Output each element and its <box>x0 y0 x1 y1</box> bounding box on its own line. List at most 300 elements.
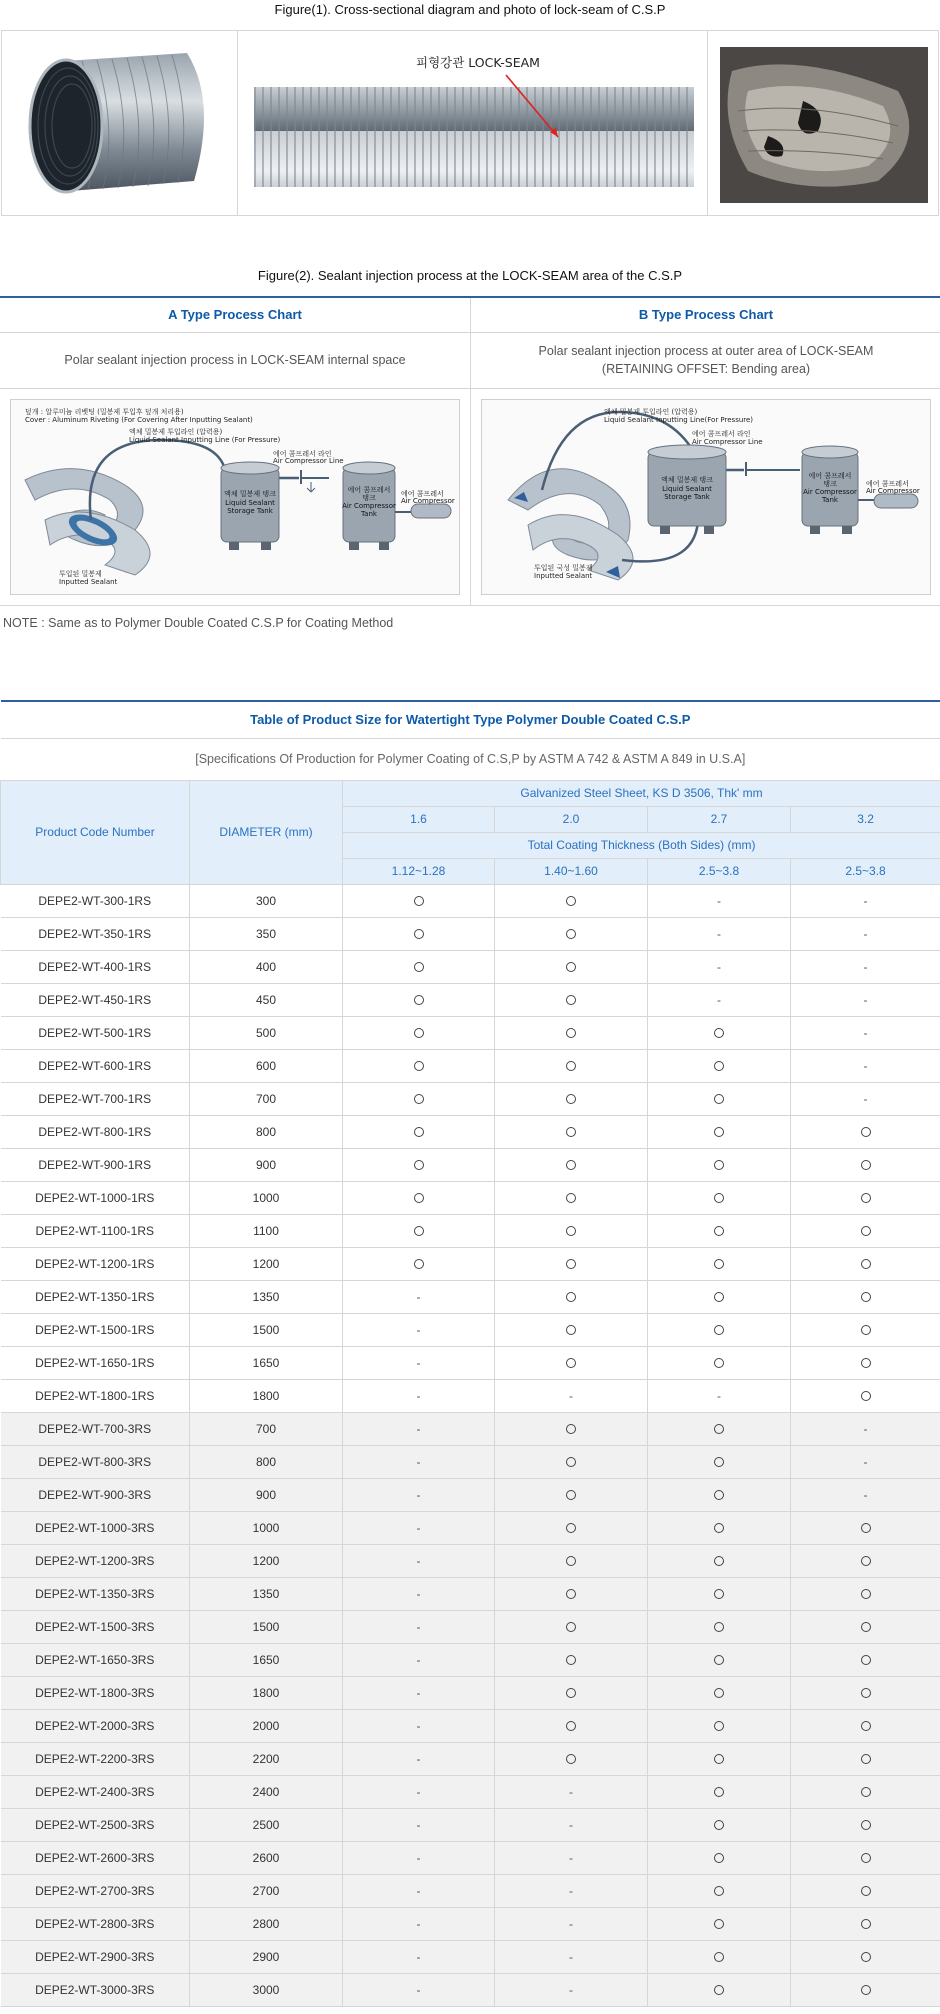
product-code: DEPE2-WT-2400-3RS <box>1 1775 190 1808</box>
dash-mark: - <box>416 1322 421 1337</box>
product-code: DEPE2-WT-350-1RS <box>1 917 190 950</box>
available-mark <box>648 1346 791 1379</box>
product-code: DEPE2-WT-1200-3RS <box>1 1544 190 1577</box>
table-row <box>1 1709 940 1742</box>
available-mark <box>343 950 495 983</box>
dash-mark: - <box>416 1289 421 1304</box>
circle-icon <box>861 1556 871 1566</box>
product-code: DEPE2-WT-1500-3RS <box>1 1610 190 1643</box>
product-code: DEPE2-WT-1800-1RS <box>1 1379 190 1412</box>
available-mark <box>648 1115 791 1148</box>
thickness-header: 2.7 <box>648 806 791 832</box>
available-mark <box>495 950 648 983</box>
available-mark <box>648 1511 791 1544</box>
dash-mark: - <box>416 1949 421 1964</box>
available-mark <box>791 1577 940 1610</box>
a-tank-kr: 액체 밀봉제 탱크 <box>224 489 276 498</box>
product-code: DEPE2-WT-900-3RS <box>1 1478 190 1511</box>
table-row <box>1 1181 940 1214</box>
circle-icon <box>714 1655 724 1665</box>
available-mark <box>648 1907 791 1940</box>
b-comp-tank-en2: Tank <box>822 495 838 504</box>
available-mark <box>791 1346 940 1379</box>
circle-icon <box>714 1556 724 1566</box>
diameter-value: 1350 <box>190 1280 343 1313</box>
available-mark <box>648 1148 791 1181</box>
circle-icon <box>714 1061 724 1071</box>
available-mark <box>648 1082 791 1115</box>
available-mark <box>791 1742 940 1775</box>
table-row <box>1 1115 940 1148</box>
unavailable-mark <box>791 1049 940 1082</box>
dash-mark: - <box>416 1355 421 1370</box>
circle-icon <box>714 1952 724 1962</box>
circle-icon <box>566 1721 576 1731</box>
b-type-description <box>471 332 940 388</box>
circle-icon <box>861 1226 871 1236</box>
unavailable-mark <box>343 1445 495 1478</box>
available-mark <box>495 1214 648 1247</box>
available-mark <box>791 1841 940 1874</box>
available-mark <box>343 1148 495 1181</box>
available-mark <box>648 1445 791 1478</box>
circle-icon <box>861 1853 871 1863</box>
unavailable-mark <box>343 1280 495 1313</box>
available-mark <box>648 1214 791 1247</box>
available-mark <box>648 1808 791 1841</box>
available-mark <box>495 1313 648 1346</box>
circle-icon <box>714 1754 724 1764</box>
coating-header: 1.40~1.60 <box>495 858 648 884</box>
available-mark <box>791 1115 940 1148</box>
thickness-header: 3.2 <box>791 806 940 832</box>
available-mark <box>343 1214 495 1247</box>
product-code: DEPE2-WT-600-1RS <box>1 1049 190 1082</box>
unavailable-mark <box>343 1544 495 1577</box>
circle-icon <box>714 1820 724 1830</box>
table-row <box>1 1313 940 1346</box>
dash-mark: - <box>416 1751 421 1766</box>
diameter-value: 2000 <box>190 1709 343 1742</box>
circle-icon <box>566 1127 576 1137</box>
col-product-code: Product Code Number <box>1 780 190 884</box>
circle-icon <box>861 1292 871 1302</box>
diameter-value: 700 <box>190 1412 343 1445</box>
available-mark <box>648 1313 791 1346</box>
available-mark <box>791 1280 940 1313</box>
table-row <box>1 1478 940 1511</box>
b-air-line-en: Air Compressor Line <box>692 437 763 446</box>
table-row <box>1 983 940 1016</box>
unavailable-mark <box>495 1775 648 1808</box>
unavailable-mark <box>791 1082 940 1115</box>
thickness-header: 2.0 <box>495 806 648 832</box>
product-code: DEPE2-WT-2000-3RS <box>1 1709 190 1742</box>
circle-icon <box>861 1127 871 1137</box>
product-code: DEPE2-WT-700-1RS <box>1 1082 190 1115</box>
available-mark <box>648 1016 791 1049</box>
unavailable-mark <box>343 1808 495 1841</box>
dash-mark: - <box>416 1619 421 1634</box>
circle-icon <box>714 1589 724 1599</box>
dash-mark: - <box>863 992 868 1007</box>
b-line-en: Liquid Sealant Inputting Line(For Pressure) <box>604 415 754 424</box>
available-mark <box>791 1379 940 1412</box>
circle-icon <box>414 1259 424 1269</box>
dash-mark: - <box>416 1718 421 1733</box>
unavailable-mark <box>343 1907 495 1940</box>
diameter-value: 1800 <box>190 1676 343 1709</box>
circle-icon <box>861 1589 871 1599</box>
available-mark <box>648 1181 791 1214</box>
diameter-value: 1650 <box>190 1346 343 1379</box>
available-mark <box>791 1247 940 1280</box>
a-comp-tank-en1: Air Compressor <box>342 501 396 510</box>
available-mark <box>495 884 648 917</box>
circle-icon <box>566 1523 576 1533</box>
b-comp-tank-kr1: 에어 콤프레서 <box>808 471 852 480</box>
circle-icon <box>566 896 576 906</box>
unavailable-mark <box>343 1841 495 1874</box>
circle-icon <box>566 1358 576 1368</box>
unavailable-mark <box>648 1379 791 1412</box>
unavailable-mark <box>648 950 791 983</box>
available-mark <box>791 1511 940 1544</box>
diameter-value: 2600 <box>190 1841 343 1874</box>
available-mark <box>791 1973 940 2006</box>
table-row <box>1 1049 940 1082</box>
available-mark <box>791 1214 940 1247</box>
diameter-value: 2200 <box>190 1742 343 1775</box>
available-mark <box>495 1016 648 1049</box>
available-mark <box>791 1709 940 1742</box>
a-type-description: Polar sealant injection process in LOCK-SEAM internal space <box>0 332 471 388</box>
dash-mark: - <box>569 1982 573 1997</box>
unavailable-mark <box>791 917 940 950</box>
unavailable-mark <box>343 1313 495 1346</box>
dash-mark: - <box>416 1916 421 1931</box>
dash-mark: - <box>569 1850 573 1865</box>
table-row <box>1 917 940 950</box>
available-mark <box>495 1610 648 1643</box>
product-code: DEPE2-WT-3000-3RS <box>1 1973 190 2006</box>
diameter-value: 1200 <box>190 1247 343 1280</box>
diameter-value: 1650 <box>190 1643 343 1676</box>
circle-icon <box>861 1160 871 1170</box>
product-code: DEPE2-WT-1650-3RS <box>1 1643 190 1676</box>
product-code: DEPE2-WT-1800-3RS <box>1 1676 190 1709</box>
table-row <box>1 1082 940 1115</box>
dash-mark: - <box>416 1784 421 1799</box>
circle-icon <box>861 1919 871 1929</box>
product-code: DEPE2-WT-800-3RS <box>1 1445 190 1478</box>
diameter-value: 900 <box>190 1478 343 1511</box>
circle-icon <box>714 1721 724 1731</box>
available-mark <box>648 1973 791 2006</box>
circle-icon <box>714 1919 724 1929</box>
diameter-value: 350 <box>190 917 343 950</box>
lock-seam-label: 피형강관 LOCK-SEAM <box>416 55 540 70</box>
product-code: DEPE2-WT-2700-3RS <box>1 1874 190 1907</box>
product-code: DEPE2-WT-900-1RS <box>1 1148 190 1181</box>
circle-icon <box>714 1193 724 1203</box>
diameter-value: 600 <box>190 1049 343 1082</box>
available-mark <box>343 1082 495 1115</box>
diameter-value: 300 <box>190 884 343 917</box>
table-row <box>1 884 940 917</box>
circle-icon <box>566 1259 576 1269</box>
table-row <box>1 1148 940 1181</box>
diameter-value: 450 <box>190 983 343 1016</box>
diameter-value: 400 <box>190 950 343 983</box>
unavailable-mark <box>495 1874 648 1907</box>
product-code: DEPE2-WT-2200-3RS <box>1 1742 190 1775</box>
group-coating-thickness: Total Coating Thickness (Both Sides) (mm) <box>343 832 940 858</box>
circle-icon <box>861 1721 871 1731</box>
unavailable-mark <box>343 1346 495 1379</box>
diameter-value: 1500 <box>190 1313 343 1346</box>
lock-seam-photo <box>238 31 708 215</box>
table-row <box>1 1973 940 2006</box>
a-cover-en: Cover : Aluminum Riveting (For Covering After Inputting Sealant) <box>25 415 253 424</box>
available-mark <box>495 1115 648 1148</box>
available-mark <box>791 1148 940 1181</box>
product-code: DEPE2-WT-1500-1RS <box>1 1313 190 1346</box>
dash-mark: - <box>717 992 721 1007</box>
a-comp-tank-en2: Tank <box>361 509 377 518</box>
table-row <box>1 1280 940 1313</box>
diameter-value: 700 <box>190 1082 343 1115</box>
a-tank-en1: Liquid Sealant <box>225 498 275 507</box>
available-mark <box>495 1445 648 1478</box>
product-code: DEPE2-WT-400-1RS <box>1 950 190 983</box>
product-code: DEPE2-WT-1350-1RS <box>1 1280 190 1313</box>
unavailable-mark <box>343 1643 495 1676</box>
table-row <box>1 1610 940 1643</box>
dash-mark: - <box>416 1454 421 1469</box>
process-chart-table <box>0 296 940 606</box>
table-row <box>1 1247 940 1280</box>
circle-icon <box>714 1160 724 1170</box>
circle-icon <box>714 1622 724 1632</box>
available-mark <box>495 1181 648 1214</box>
table-row <box>1 1379 940 1412</box>
table-row <box>1 950 940 983</box>
available-mark <box>343 1115 495 1148</box>
available-mark <box>495 983 648 1016</box>
available-mark <box>495 1247 648 1280</box>
dash-mark: - <box>416 1850 421 1865</box>
available-mark <box>495 1346 648 1379</box>
available-mark <box>343 1049 495 1082</box>
circle-icon <box>566 995 576 1005</box>
b-air-line-kr: 에어 콤프레서 라인 <box>692 429 751 438</box>
circle-icon <box>861 1523 871 1533</box>
available-mark <box>648 1775 791 1808</box>
product-code: DEPE2-WT-450-1RS <box>1 983 190 1016</box>
table-row <box>1 1577 940 1610</box>
product-code: DEPE2-WT-800-1RS <box>1 1115 190 1148</box>
product-table-body <box>1 884 940 2006</box>
diameter-value: 2700 <box>190 1874 343 1907</box>
circle-icon <box>861 1622 871 1632</box>
a-air-line-kr: 에어 콤프레서 라인 <box>273 449 332 458</box>
unavailable-mark <box>791 1412 940 1445</box>
circle-icon <box>566 1754 576 1764</box>
unavailable-mark <box>343 1940 495 1973</box>
b-comp-en: Air Compressor <box>866 486 920 495</box>
b-tank-en1: Liquid Sealant <box>662 484 712 493</box>
diameter-value: 1350 <box>190 1577 343 1610</box>
dash-mark: - <box>863 893 868 908</box>
available-mark <box>343 1181 495 1214</box>
circle-icon <box>566 1655 576 1665</box>
available-mark <box>648 1610 791 1643</box>
diameter-value: 800 <box>190 1445 343 1478</box>
circle-icon <box>861 1259 871 1269</box>
a-comp-en: Air Compressor <box>401 496 455 505</box>
available-mark <box>343 1016 495 1049</box>
unavailable-mark <box>343 1379 495 1412</box>
table-row <box>1 1412 940 1445</box>
a-comp-kr: 에어 콤프레서 <box>401 489 444 498</box>
dash-mark: - <box>416 1883 421 1898</box>
table-row <box>1 1940 940 1973</box>
available-mark <box>791 1874 940 1907</box>
available-mark <box>495 917 648 950</box>
available-mark <box>648 1709 791 1742</box>
circle-icon <box>861 1754 871 1764</box>
available-mark <box>791 1544 940 1577</box>
b-type-title: B Type Process Chart <box>471 297 940 332</box>
available-mark <box>791 1907 940 1940</box>
dash-mark: - <box>717 893 721 908</box>
table-row <box>1 1643 940 1676</box>
unavailable-mark <box>343 1874 495 1907</box>
available-mark <box>343 1247 495 1280</box>
available-mark <box>495 1544 648 1577</box>
table-row <box>1 1016 940 1049</box>
circle-icon <box>861 1820 871 1830</box>
circle-icon <box>566 1556 576 1566</box>
circle-icon <box>861 1655 871 1665</box>
diameter-value: 2500 <box>190 1808 343 1841</box>
dash-mark: - <box>717 1388 721 1403</box>
dash-mark: - <box>569 1817 573 1832</box>
circle-icon <box>566 1424 576 1434</box>
dash-mark: - <box>863 1058 868 1073</box>
dash-mark: - <box>863 959 868 974</box>
product-code: DEPE2-WT-2800-3RS <box>1 1907 190 1940</box>
available-mark <box>495 1478 648 1511</box>
available-mark <box>495 1049 648 1082</box>
table-row <box>1 1775 940 1808</box>
circle-icon <box>566 1325 576 1335</box>
available-mark <box>791 1808 940 1841</box>
product-code: DEPE2-WT-1650-1RS <box>1 1346 190 1379</box>
b-line-kr: 액체 밀봉제 투입라인 (압력용) <box>604 407 698 416</box>
unavailable-mark <box>343 1511 495 1544</box>
available-mark <box>343 917 495 950</box>
available-mark <box>495 1412 648 1445</box>
circle-icon <box>714 1028 724 1038</box>
dash-mark: - <box>717 926 721 941</box>
diameter-value: 800 <box>190 1115 343 1148</box>
circle-icon <box>566 1490 576 1500</box>
circle-icon <box>861 1985 871 1995</box>
unavailable-mark <box>343 1742 495 1775</box>
table-row <box>1 1346 940 1379</box>
unavailable-mark <box>648 884 791 917</box>
b-comp-tank-en1: Air Compressor <box>803 487 857 496</box>
available-mark <box>648 1643 791 1676</box>
available-mark <box>648 1940 791 1973</box>
product-code: DEPE2-WT-1000-1RS <box>1 1181 190 1214</box>
circle-icon <box>414 995 424 1005</box>
b-comp-kr: 에어 콤프레서 <box>866 479 909 488</box>
circle-icon <box>714 1886 724 1896</box>
available-mark <box>495 1643 648 1676</box>
circle-icon <box>714 1259 724 1269</box>
available-mark <box>343 884 495 917</box>
circle-icon <box>861 1688 871 1698</box>
circle-icon <box>566 1589 576 1599</box>
dash-mark: - <box>569 1388 573 1403</box>
circle-icon <box>714 1523 724 1533</box>
dash-mark: - <box>569 1916 573 1931</box>
circle-icon <box>414 1226 424 1236</box>
diameter-value: 1500 <box>190 1610 343 1643</box>
available-mark <box>648 1676 791 1709</box>
unavailable-mark <box>343 1610 495 1643</box>
circle-icon <box>566 1028 576 1038</box>
available-mark <box>648 1247 791 1280</box>
unavailable-mark <box>343 1676 495 1709</box>
diameter-value: 2900 <box>190 1940 343 1973</box>
circle-icon <box>714 1985 724 1995</box>
unavailable-mark <box>648 983 791 1016</box>
thickness-header: 1.6 <box>343 806 495 832</box>
product-code: DEPE2-WT-2900-3RS <box>1 1940 190 1973</box>
dash-mark: - <box>863 926 868 941</box>
diameter-value: 2800 <box>190 1907 343 1940</box>
circle-icon <box>861 1952 871 1962</box>
unavailable-mark <box>791 884 940 917</box>
unavailable-mark <box>791 1016 940 1049</box>
available-mark <box>648 1412 791 1445</box>
available-mark <box>648 1544 791 1577</box>
circle-icon <box>414 896 424 906</box>
a-type-diagram <box>10 399 460 595</box>
circle-icon <box>414 1061 424 1071</box>
product-code: DEPE2-WT-2500-3RS <box>1 1808 190 1841</box>
table-row <box>1 1214 940 1247</box>
circle-icon <box>714 1787 724 1797</box>
unavailable-mark <box>648 917 791 950</box>
circle-icon <box>566 1622 576 1632</box>
product-code: DEPE2-WT-300-1RS <box>1 884 190 917</box>
unavailable-mark <box>343 1973 495 2006</box>
available-mark <box>495 1709 648 1742</box>
diameter-value: 1800 <box>190 1379 343 1412</box>
available-mark <box>791 1181 940 1214</box>
diameter-value: 3000 <box>190 1973 343 2006</box>
circle-icon <box>566 1292 576 1302</box>
b-tank-en2: Storage Tank <box>664 492 710 501</box>
dash-mark: - <box>416 1652 421 1667</box>
available-mark <box>648 1478 791 1511</box>
table-row <box>1 1742 940 1775</box>
